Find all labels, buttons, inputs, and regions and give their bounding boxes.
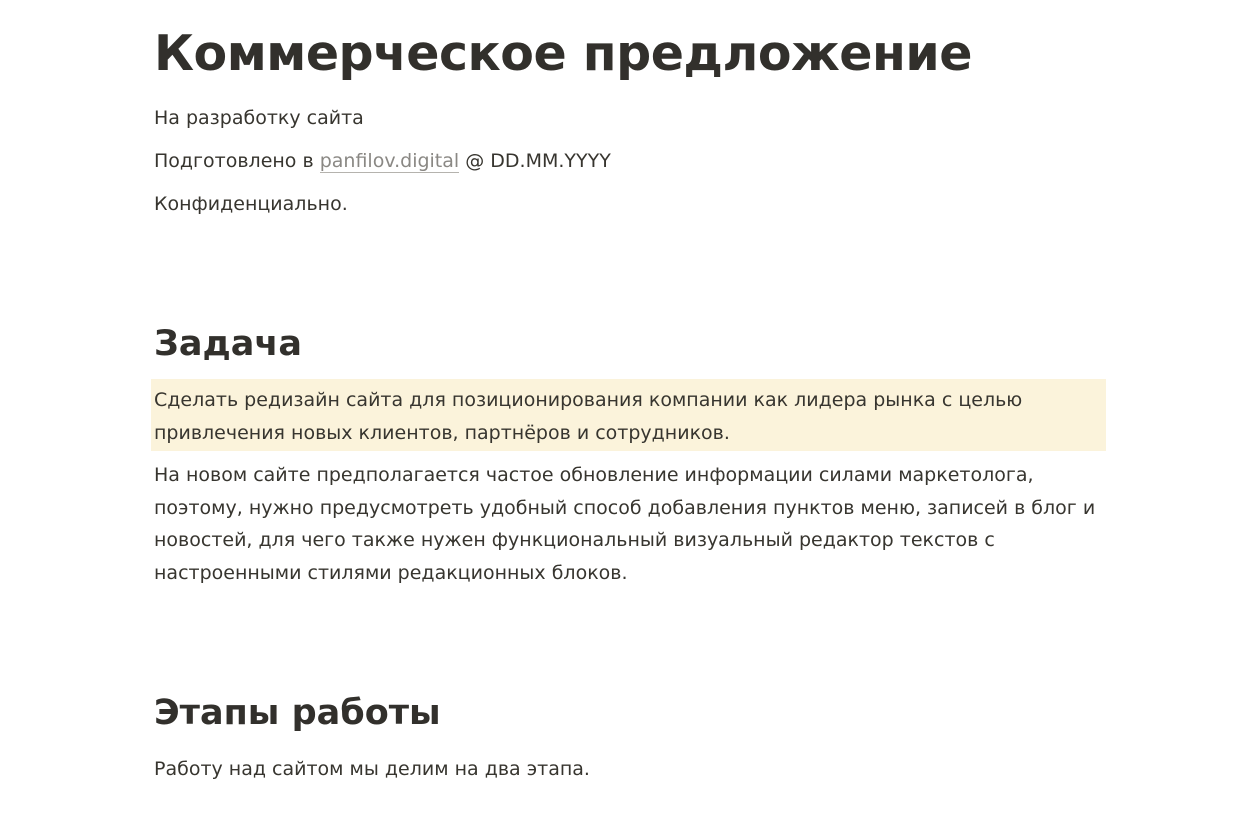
task-highlight-text: Сделать редизайн сайта для позиционирования компании как лидера рынка с целью привлечения новых клиентов, партнёров и сотрудников. xyxy=(154,389,1023,444)
page-title: Коммерческое предложение xyxy=(154,25,972,82)
stages-intro: Работу над сайтом мы делим на два этапа. xyxy=(154,758,590,780)
prepared-prefix: Подготовлено в xyxy=(154,150,320,172)
task-heading: Задача xyxy=(154,324,303,364)
website-link[interactable]: panfilov.digital xyxy=(319,150,460,172)
subtitle: На разработку сайта xyxy=(154,107,364,129)
stages-heading: Этапы работы xyxy=(154,693,441,733)
task-description: На новом сайте предполагается частое обновление информации силами маркетолога, поэтому, нужно предусмотреть удобный способ добавления пунктов меню, записей в блог и новостей, для чего также нужен функциональный визуальный редактор текстов с настроенными стилями редакционных блоков. xyxy=(154,464,1096,585)
prepared-line xyxy=(154,148,611,174)
prepared-date: @ DD.MM.YYYY xyxy=(459,150,611,172)
confidential-note: Конфиденциально. xyxy=(154,193,348,215)
